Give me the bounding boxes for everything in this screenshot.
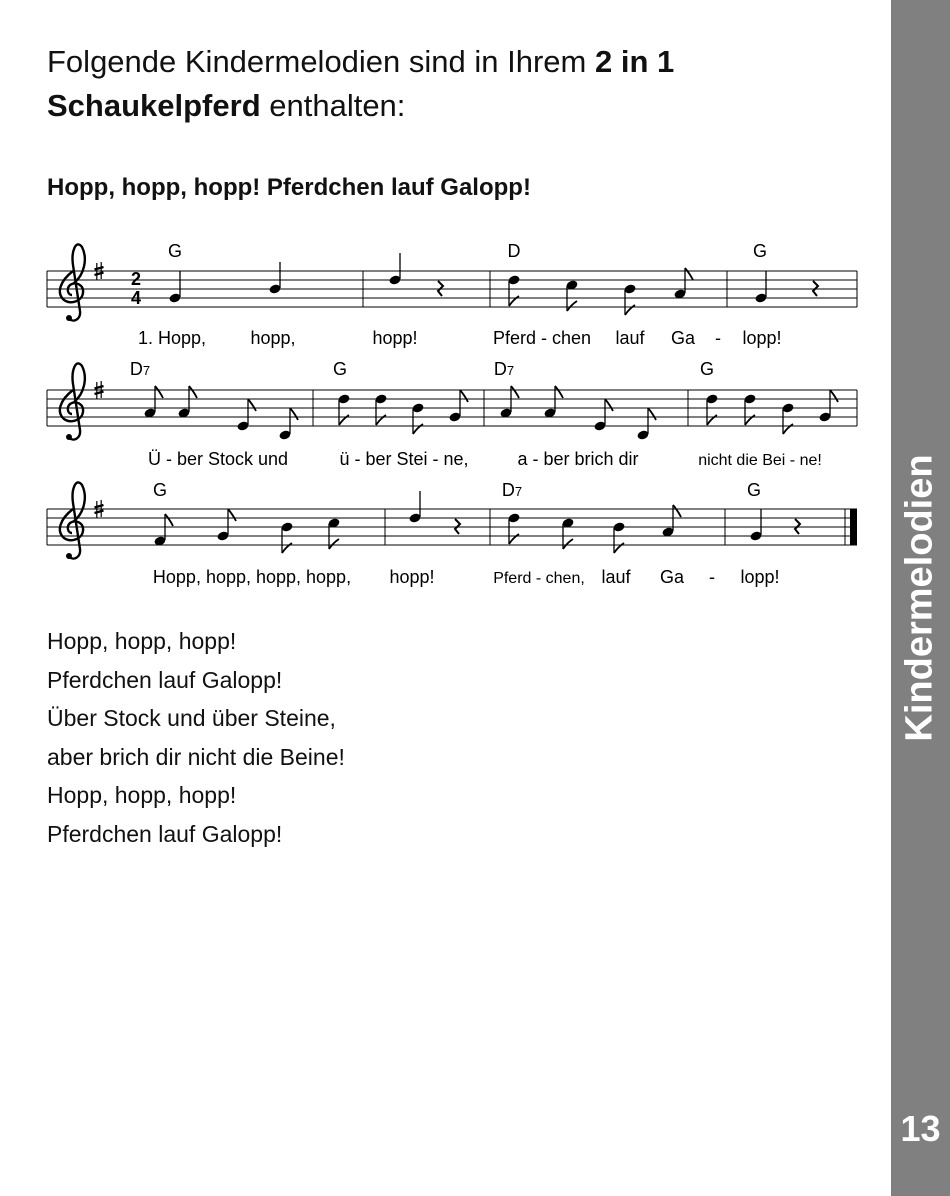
final-barline (850, 509, 857, 545)
time-signature-bottom: 4 (130, 288, 142, 308)
notes (168, 253, 818, 315)
chord-symbol: G (167, 241, 183, 261)
chord-symbol: D7 (493, 359, 515, 379)
chord-symbol: D7 (501, 480, 523, 500)
lyric-syllable: lauf (615, 328, 645, 348)
lyric-syllable: hopp, (250, 328, 296, 348)
staff-system-3 (47, 480, 857, 587)
lyrics-line: Hopp, hopp, hopp! (47, 782, 237, 809)
lyric-syllable: hopp! (372, 328, 418, 348)
lyric-syllable: lopp! (740, 567, 780, 587)
treble-clef-icon (60, 244, 85, 321)
lyric-syllable: 1. Hopp, (137, 328, 207, 348)
chord-symbol: G (699, 359, 715, 379)
lyric-syllable: lopp! (742, 328, 782, 348)
section-label: Kindermelodien (898, 454, 941, 742)
treble-clef-icon (60, 482, 85, 559)
lyric-syllable: hopp! (389, 567, 435, 587)
chord-symbol: D7 (129, 359, 151, 379)
product-name-part2: Schaukelpferd (47, 88, 261, 123)
lyric-syllable: lauf (601, 567, 631, 587)
intro-prefix: Folgende Kindermelodien sind in Ihrem (47, 44, 595, 79)
lyric-syllable: Hopp, hopp, hopp, hopp, (152, 567, 352, 587)
intro-suffix: enthalten: (260, 88, 406, 123)
lyrics-line: Hopp, hopp, hopp! (47, 628, 237, 654)
lyric-syllable: Pferd - chen (492, 328, 592, 348)
staff-system-2 (47, 359, 857, 469)
notes (153, 491, 800, 553)
lyric-syllable: nicht die Bei - ne! (698, 452, 822, 469)
lyric-syllable: - (709, 567, 715, 587)
lyrics-line: Pferdchen lauf Galopp! (47, 666, 283, 693)
chord-symbol: G (752, 241, 768, 261)
lyric-syllable: Ga (670, 328, 696, 348)
lyric-syllable: Pferd - chen, (493, 570, 585, 587)
lyrics-text (47, 622, 345, 854)
song-title: Hopp, hopp, hopp! Pferdchen lauf Galopp! (47, 174, 531, 201)
lyrics-line: Über Stock und über Steine, (47, 705, 336, 732)
time-signature-top: 2 (130, 269, 142, 289)
chord-symbol: D (507, 241, 521, 261)
lyric-syllable: Ga (659, 567, 685, 587)
chord-symbol: G (746, 480, 762, 500)
lyrics-line: Pferdchen lauf Galopp! (47, 820, 283, 847)
page-number: 13 (900, 1108, 941, 1149)
staff-system-1 (47, 241, 857, 348)
chord-symbol: G (152, 480, 168, 500)
sheet-music (0, 0, 891, 600)
product-name-part1: 2 in 1 (594, 44, 675, 79)
lyric-syllable: - (715, 328, 721, 348)
lyric-syllable: Ü - ber Stock und (147, 449, 289, 469)
lyric-syllable: a - ber brich dir (517, 449, 639, 469)
notes (143, 386, 838, 441)
lyric-syllable: ü - ber Stei - ne, (339, 449, 469, 469)
chord-symbol: G (332, 359, 348, 379)
treble-clef-icon (60, 363, 85, 440)
lyrics-line: aber brich dir nicht die Beine! (47, 743, 345, 770)
